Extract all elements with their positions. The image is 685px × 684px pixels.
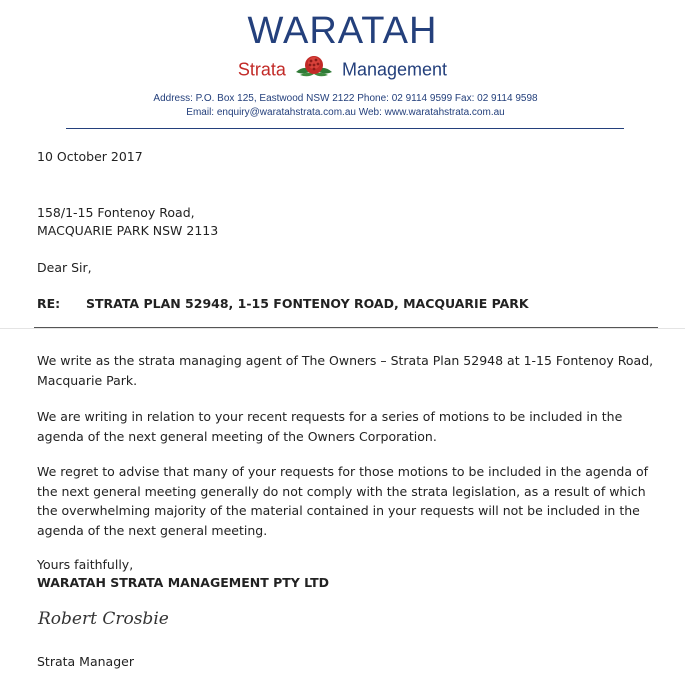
- closing: Yours faithfully,: [37, 557, 134, 572]
- signature: Robert Crosbie: [38, 609, 169, 629]
- body-paragraph-1: We write as the strata managing agent of The Owners – Strata Plan 52948 at 1-15 Fontenoy Road, Macquarie Park.: [37, 353, 654, 388]
- body-paragraph-3: We regret to advise that many of your requests for those motions to be included in the agenda of the next general meeting generally do not comply with the strata legislation, as a result of which the overwhelming majority of the material contained in your requests will not be included in the agenda of the next general meeting.: [37, 464, 649, 538]
- recipient-line-1: 158/1-15 Fontenoy Road,: [37, 205, 195, 220]
- recipient-line-2: MACQUARIE PARK NSW 2113: [37, 223, 219, 238]
- letterhead-address: Address: P.O. Box 125, Eastwood NSW 2122 Phone: 02 9114 9599 Fax: 02 9114 9598: [153, 93, 538, 104]
- signer-title: Strata Manager: [37, 654, 134, 669]
- brand-sub-management: Management: [341, 59, 448, 80]
- company-name: WARATAH STRATA MANAGEMENT PTY LTD: [37, 575, 329, 590]
- letter-date: 10 October 2017: [37, 149, 143, 164]
- brand-wordmark: WARATAH: [247, 10, 438, 52]
- scan-artifact-line: [0, 328, 685, 329]
- letterhead-divider: [66, 128, 624, 129]
- brand-subtitle: [0, 56, 685, 85]
- waratah-flower-icon: [294, 54, 334, 83]
- brand-sub-strata: Strata: [237, 59, 286, 80]
- re-subject: STRATA PLAN 52948, 1-15 FONTENOY ROAD, MACQUARIE PARK: [86, 296, 529, 311]
- re-label: RE:: [37, 296, 61, 311]
- body-paragraph-2: We are writing in relation to your recent requests for a series of motions to be included in the agenda of the next general meeting of the Owners Corporation.: [37, 409, 623, 444]
- letterhead-contact: Email: enquiry@waratahstrata.com.au Web: www.waratahstrata.com.au: [186, 107, 505, 118]
- salutation: Dear Sir,: [37, 260, 92, 275]
